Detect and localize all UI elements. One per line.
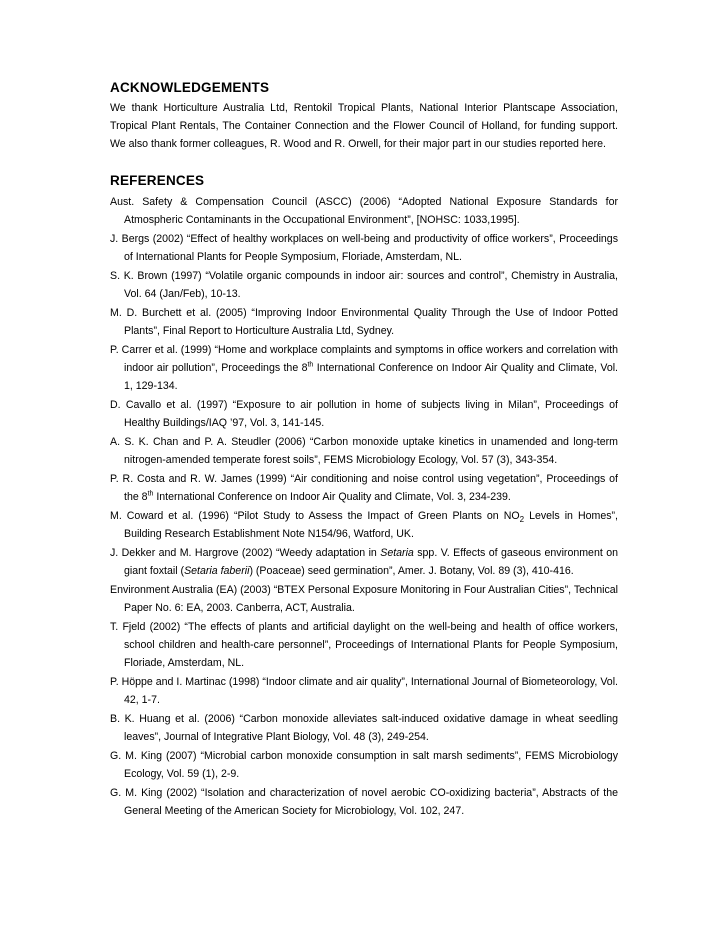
ordinal-suffix: th [307, 361, 314, 369]
reference-item: S. K. Brown (1997) “Volatile organic compounds in indoor air: sources and control”, Chemistry in Australia, Vol. 64 (Jan/Feb), 10-13. [110, 270, 618, 300]
reference-item: J. Bergs (2002) “Effect of healthy workplaces on well-being and productivity of office workers”, Proceedings of International Plants for People Symposium, Floriade, Amsterdam, NL. [110, 233, 618, 263]
reference-item: Environment Australia (EA) (2003) “BTEX Personal Exposure Monitoring in Four Australian Cities”, Technical Paper No. 6: EA, 2003. Canberra, ACT, Australia. [110, 584, 618, 614]
paper-page [110, 78, 618, 821]
reference-item: D. Cavallo et al. (1997) “Exposure to air pollution in home of subjects living in Milan”, Proceedings of Healthy Buildings/IAQ ’97, Vol. 3, 141-145. [110, 399, 618, 429]
chemical-subscript: 2 [519, 515, 525, 525]
reference-item: G. M. King (2007) “Microbial carbon monoxide consumption in salt marsh sediments”, FEMS Microbiology Ecology, Vol. 59 (1), 2-9. [110, 750, 618, 780]
acknowledgements-section [110, 78, 618, 153]
reference-item: B. K. Huang et al. (2006) “Carbon monoxide alleviates salt-induced oxidative damage in wheat seedling leaves”, Journal of Integrative Plant Biology, Vol. 48 (3), 249-254. [110, 713, 618, 743]
acknowledgements-heading: ACKNOWLEDGEMENTS [110, 80, 270, 95]
reference-item: Aust. Safety & Compensation Council (ASCC) (2006) “Adopted National Exposure Standards for Atmospheric Contaminants in the Occupational Environment”, [NOHSC: 1033,1995]. [110, 196, 618, 226]
reference-item: M. Coward et al. (1996) “Pilot Study to Assess the Impact of Green Plants on $NO_2$ Levels in Homes”, Building Research Establishment Note N154/96, Watford, UK. [110, 510, 618, 540]
species-name: Setaria faberii [184, 565, 250, 577]
reference-item: P. R. Costa and R. W. James (1999) “Air conditioning and noise control using vegetation”, Proceedings of the 8th International Conference on Indoor Air Quality and Climate, Vol. 3, 234-239. [110, 473, 618, 503]
reference-item: G. M. King (2002) “Isolation and characterization of novel aerobic CO-oxidizing bacteria”, Abstracts of the General Meeting of the American Society for Microbiology, Vol. 102, 247. [110, 787, 618, 817]
references-heading: REFERENCES [110, 173, 205, 188]
species-name: Setaria [380, 547, 414, 559]
acknowledgements-body: We thank Horticulture Australia Ltd, Rentokil Tropical Plants, National Interior Plantscape Association, Tropical Plant Rentals, The Container Connection and the Flower Council of Holland, for funding support. We also thank former colleagues, R. Wood and R. Orwell, for their major part in our studies reported here. [110, 102, 618, 150]
reference-item: A. S. K. Chan and P. A. Steudler (2006) “Carbon monoxide uptake kinetics in unamended and long-term nitrogen-amended temperate forest soils”, FEMS Microbiology Ecology, Vol. 57 (3), 343-354. [110, 436, 618, 466]
references-section [110, 171, 618, 820]
references-list [110, 193, 618, 820]
ordinal-suffix: th [147, 490, 154, 498]
reference-item: J. Dekker and M. Hargrove (2002) “Weedy adaptation in Setaria spp. V. Effects of gaseous environment on giant foxtail (Setaria faberii) (Poaceae) seed germination”, Amer. J. Botany, Vol. 89 (3), 410-416. [110, 547, 618, 577]
reference-item: M. D. Burchett et al. (2005) “Improving Indoor Environmental Quality Through the Use of Indoor Potted Plants”, Final Report to Horticulture Australia Ltd, Sydney. [110, 307, 618, 337]
reference-item: P. Carrer et al. (1999) “Home and workplace complaints and symptoms in office workers and correlation with indoor air pollution”, Proceedings the 8th International Conference on Indoor Air Quality and Climate, Vol. 1, 129-134. [110, 344, 619, 392]
reference-item: T. Fjeld (2002) “The effects of plants and artificial daylight on the well-being and health of office workers, school children and health-care personnel”, Proceedings of International Plants for People Symposium, Floriade, Amsterdam, NL. [110, 621, 618, 669]
reference-item: P. Höppe and I. Martinac (1998) “Indoor climate and air quality”, International Journal of Biometeorology, Vol. 42, 1-7. [110, 676, 618, 706]
